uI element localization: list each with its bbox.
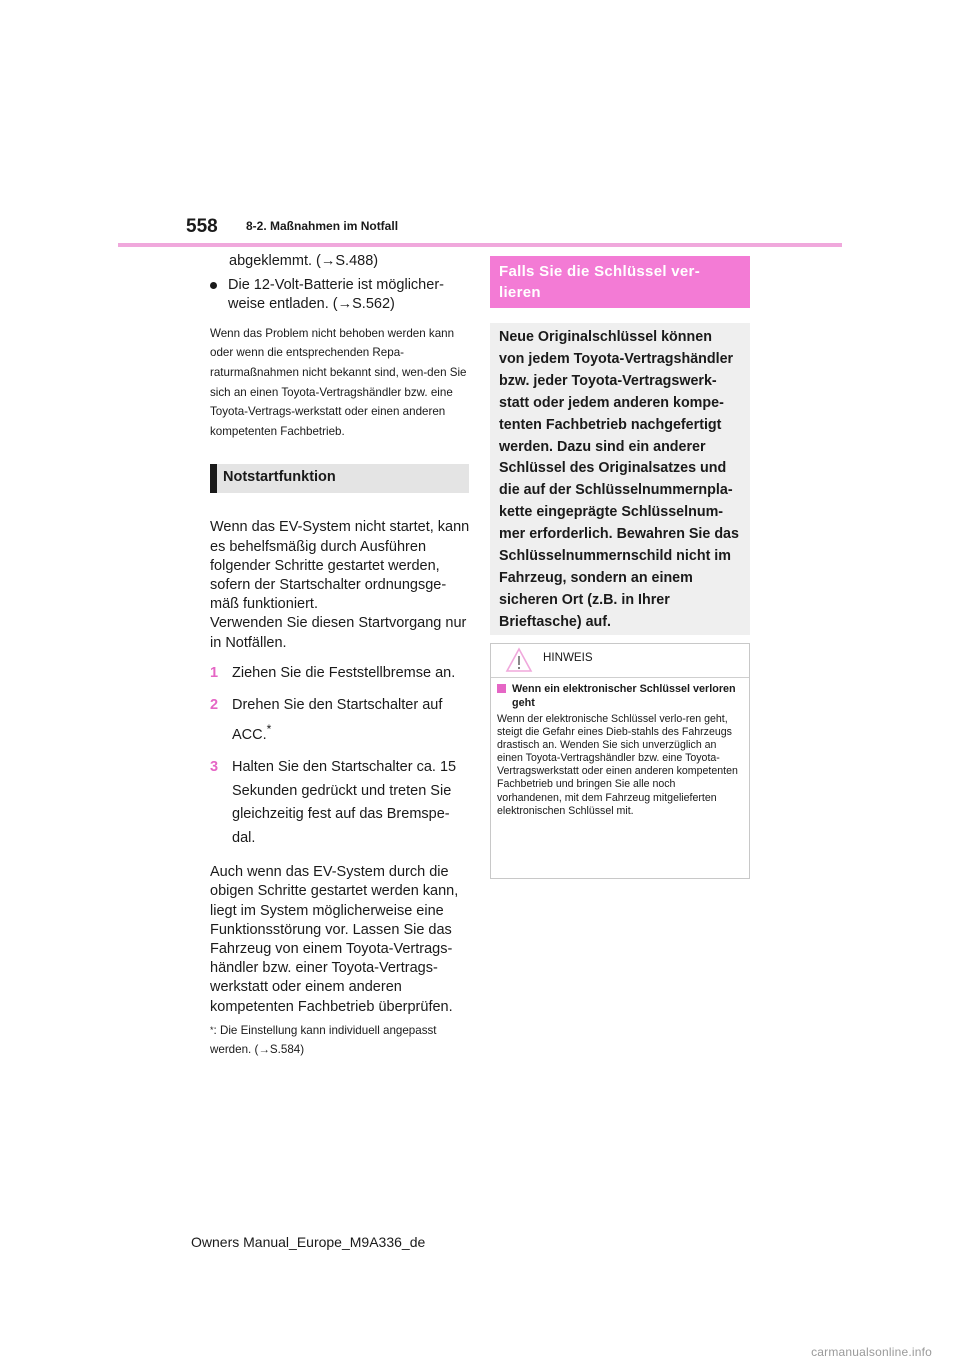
step-item — [210, 694, 472, 747]
notice-body — [491, 682, 749, 818]
footnote-text: : Die Einstellung kann individuell angepasst werden. (→S.584) — [210, 1023, 437, 1056]
header-rule — [118, 243, 842, 247]
warning-triangle-icon — [505, 647, 533, 673]
intro-paragraph — [210, 518, 472, 652]
watermark: carmanualsonline.info — [811, 1345, 932, 1359]
intro-text-2: Verwenden Sie diesen Startvorgang nur in Notfällen. — [210, 615, 467, 651]
notice-header — [491, 644, 749, 678]
bullet-dot — [210, 282, 217, 289]
left-column — [210, 252, 472, 1059]
continued-line: abgeklemmt. (→S.488) — [229, 253, 379, 269]
footnote — [210, 1021, 472, 1059]
section-heading: Notstartfunktion — [210, 464, 469, 493]
notice-text: Wenn der elektronische Schlüssel verlo-ren geht, steigt die Gefahr eines Dieb-stahls des Fahrzeugs drastisch an. Wenden Sie sich unverzüglich an einen Toyota-Vertragshändler bzw. eine Toyota-Vertragswerkstatt oder einen anderen kompetenten Fachbetrieb und bringen Sie alle noch vorhandenen, mit dem Fahrzeug mitgelieferten elektronischen Schlüssel mit. — [497, 713, 738, 817]
step-text: Ziehen Sie die Feststellbremse an. — [232, 664, 456, 681]
bullet-item — [210, 276, 472, 315]
footer-doc-id: Owners Manual_Europe_M9A336_de — [191, 1234, 426, 1250]
notice-title: Wenn ein elektronischer Schlüssel verloren geht — [512, 683, 736, 709]
step-item — [210, 756, 472, 850]
lost-key-info: Neue Originalschlüssel können von jedem Toyota-Vertragshändler bzw. jeder Toyota-Vertragswerk-statt oder jedem anderen kompe-tenten Fachbetrieb nachgefertigt werden. Dazu sind ein anderer Schlüssel des Originalsatzes und die auf der Schlüsselnummernpla-kette eingeprägte Schlüsselnum-mer erforderlich. Bewahren Sie das Schlüsselnummernschild nicht im Fahrzeug, sondern an einem sicheren Ort (z.B. in Ihrer Brieftasche) auf. — [490, 323, 750, 635]
notice-label: HINWEIS — [543, 651, 593, 664]
step-number: 2 — [210, 697, 219, 714]
lost-key-heading: Falls Sie die Schlüssel ver-lieren — [490, 256, 750, 308]
section-reference: 8-2. Maßnahmen im Notfall — [246, 219, 399, 233]
step-text: Drehen Sie den Startschalter auf ACC.* — [232, 697, 443, 743]
page-number: 558 — [186, 216, 218, 237]
step-item — [210, 662, 472, 686]
intro-text-1: Wenn das EV-System nicht startet, kann es behelfsmäßig durch Ausführen folgender Schritte gestartet werden, sofern der Startschalter ordnungsge-mäß funktioniert. — [210, 519, 470, 613]
step-text: Halten Sie den Startschalter ca. 15 Sekunden gedrückt und treten Sie gleichzeitig fest auf das Bremspe-dal. — [232, 759, 457, 846]
notice-box — [490, 643, 750, 879]
after-paragraph: Auch wenn das EV-System durch die obigen Schritte gestartet werden kann, liegt im System möglicherweise eine Funktionsstörung vor. Lassen Sie das Fahrzeug von einem Toyota-Vertrags-händler bzw. einer Toyota-Vertrags-werkstatt oder einem anderen kompetenten Fachbetrieb überprüfen. — [210, 864, 459, 1015]
bullet-text: Die 12-Volt-Batterie ist möglicher-weise entladen. (→S.562) — [228, 276, 444, 313]
step-number: 1 — [210, 664, 219, 681]
footnote-mark: * — [266, 721, 272, 736]
notice-title-row — [497, 682, 749, 710]
footnote-asterisk: * — [210, 1024, 214, 1035]
square-bullet-icon — [497, 684, 506, 693]
step-number: 3 — [210, 759, 219, 776]
troubleshoot-note: Wenn das Problem nicht behoben werden kann oder wenn die entsprechenden Repa-raturmaßnahmen nicht bekannt sind, wen-den Sie sich an einen Toyota-Vertragshändler bzw. eine Toyota-Vertrags-werkstatt oder einen anderen kompetenten Fachbetrieb. — [210, 326, 467, 438]
